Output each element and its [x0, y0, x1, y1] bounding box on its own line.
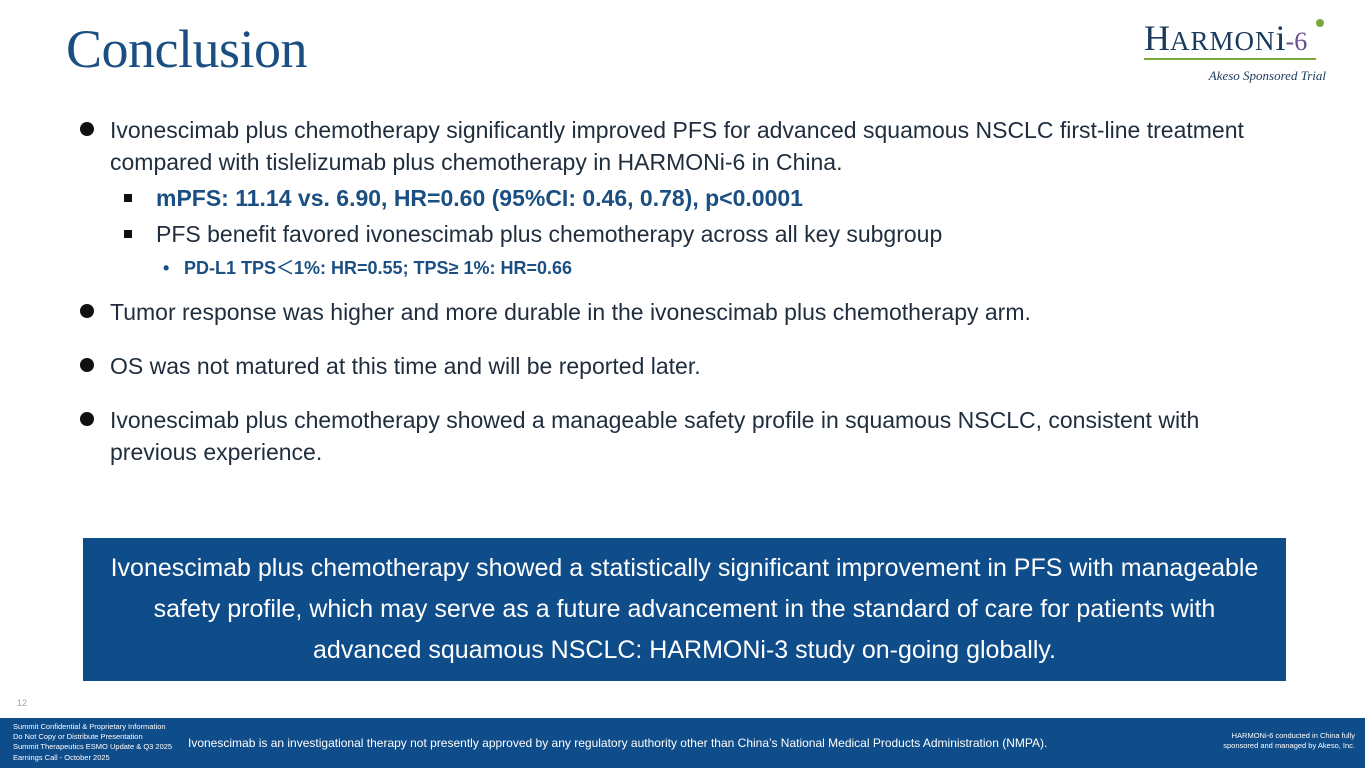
footer-left-line: Summit Therapeutics ESMO Update & Q3 2025 [13, 742, 173, 752]
footer-right-line: sponsored and managed by Akeso, Inc. [1223, 741, 1355, 750]
logo-big-h: H [1144, 18, 1170, 58]
bullet-sub-list [78, 180, 1278, 284]
square-bullet-icon [124, 194, 132, 202]
bullet-item [78, 350, 1278, 382]
footer-disclaimer: Ivonescimab is an investigational therapy not presently approved by any regulatory authority other than China’s National Medical Products Administration (NMPA). [188, 736, 1048, 750]
sub-sub-bullet-text: PD-L1 TPS＜1%: HR=0.55; TPS≥ 1%: HR=0.66 [184, 258, 573, 278]
logo-suffix: -6 [1285, 27, 1308, 56]
bullet-item [78, 296, 1278, 328]
conclusion-bullets [78, 114, 1278, 490]
page-number: 12 [17, 698, 28, 708]
round-bullet-icon: • [163, 258, 170, 278]
sub-bullet-item [78, 180, 1278, 216]
bullet-item [78, 114, 1278, 178]
key-takeaway-callout [83, 538, 1286, 681]
logo-letter-i: i [1275, 18, 1286, 58]
sub-bullet-item [78, 216, 1278, 252]
footer-bar [0, 718, 1365, 768]
slide-title: Conclusion [66, 19, 308, 79]
bullet-text: OS was not matured at this time and will be reported later. [110, 353, 701, 379]
logo-small-letters: ARMON [1170, 26, 1276, 56]
bullet-dot-icon [80, 122, 94, 136]
footer-left-line: Summit Confidential & Proprietary Information [13, 722, 166, 731]
harmoni-6-logo [1140, 14, 1350, 86]
bullet-dot-icon [80, 304, 94, 318]
footer-left-line: Earnings Call - October 2025 [13, 752, 110, 762]
bullet-dot-icon [80, 412, 94, 426]
sub-bullet-text: PFS benefit favored ivonescimab plus chemotherapy across all key subgroup [156, 221, 943, 247]
footer-right-line: HARMONi-6 conducted in China fully [1231, 731, 1355, 740]
logo-subtitle: Akeso Sponsored Trial [1208, 68, 1326, 83]
bullet-text: Ivonescimab plus chemotherapy showed a manageable safety profile in squamous NSCLC, consistent with previous experience. [110, 407, 1200, 465]
square-bullet-icon [124, 230, 132, 238]
bullet-text: Tumor response was higher and more durable in the ivonescimab plus chemotherapy arm. [110, 299, 1031, 325]
footer-sponsor-note [1223, 731, 1355, 751]
bullet-dot-icon [80, 358, 94, 372]
sub-bullet-text: mPFS: 11.14 vs. 6.90, HR=0.60 (95%CI: 0.46, 0.78), p<0.0001 [156, 185, 803, 211]
sub-sub-bullet-item [78, 252, 1278, 284]
logo-dot-icon [1316, 19, 1324, 27]
logo-underline [1144, 58, 1316, 60]
bullet-item [78, 404, 1200, 468]
logo-wordmark [1144, 18, 1307, 62]
footer-left-line: Do Not Copy or Distribute Presentation [13, 732, 143, 742]
footer-confidential-notice [13, 722, 172, 763]
callout-text: Ivonescimab plus chemotherapy showed a statistically significant improvement in PFS with manageable safety profile, which may serve as a future advancement in the standard of care for patients with advanced squamous NSCLC: HARMONi-3 study on-going globally. [110, 554, 1259, 664]
bullet-text: Ivonescimab plus chemotherapy significantly improved PFS for advanced squamous NSCLC first-line treatment compared with tislelizumab plus chemotherapy in HARMONi-6 in China. [110, 117, 1244, 175]
